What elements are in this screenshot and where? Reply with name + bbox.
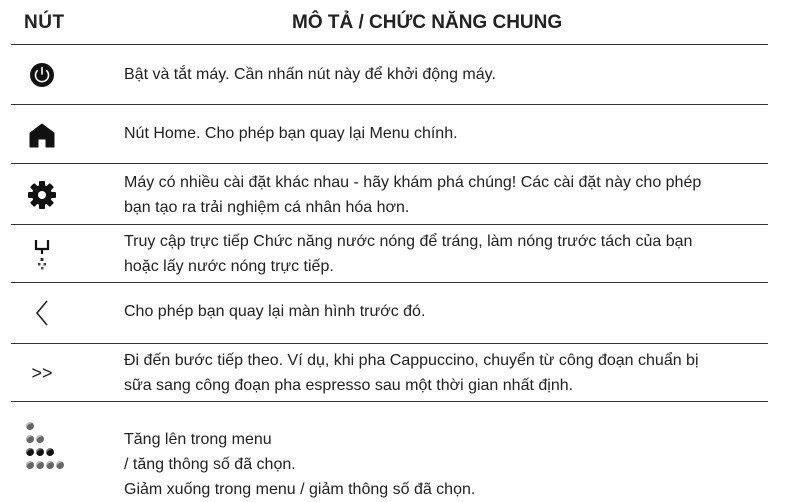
- row-description: Bật và tắt máy. Cần nhấn nút này để khởi động máy.: [124, 66, 496, 83]
- table-row: [0, 345, 800, 401]
- row-description: Truy cập trực tiếp Chức năng nước nóng để tráng, làm nóng trước tách của bạn hoặc lấy nước nóng trực tiếp.: [124, 233, 693, 275]
- header-button-column: NÚT: [24, 12, 65, 33]
- row-description: Đi đến bước tiếp theo. Ví dụ, khi pha Cappuccino, chuyển từ công đoạn chuẩn bị sữa sang công đoạn pha espresso sau một thời gian nhất định.: [124, 352, 699, 394]
- row-description: Nút Home. Cho phép bạn quay lại Menu chính.: [124, 125, 458, 142]
- power-icon: [22, 55, 62, 95]
- gear-icon: [22, 175, 62, 215]
- chevron-left-icon: [22, 293, 62, 333]
- double-chevron-right-icon: >>: [31, 362, 53, 383]
- divider: [11, 282, 768, 283]
- divider: [11, 163, 768, 164]
- table-row: [0, 165, 800, 223]
- row-description: Tăng lên trong menu / tăng thông số đã chọn. Giảm xuống trong menu / giảm thông số đã chọn.: [124, 431, 476, 498]
- home-icon: [22, 115, 62, 155]
- coffee-bean-strength-icon: [26, 419, 86, 491]
- table-row: [0, 284, 800, 342]
- table-row: [0, 403, 800, 500]
- divider: [11, 343, 768, 344]
- hot-water-icon: [22, 234, 62, 274]
- table-header: [0, 0, 800, 44]
- divider: [11, 104, 768, 105]
- divider: [11, 401, 768, 402]
- row-description: Cho phép bạn quay lại màn hình trước đó.: [124, 303, 426, 320]
- table-row: [0, 106, 800, 164]
- divider: [11, 224, 768, 225]
- divider: [11, 44, 768, 45]
- header-description-column: MÔ TẢ / CHỨC NĂNG CHUNG: [292, 12, 563, 33]
- table-row: [0, 46, 800, 104]
- table-row: [0, 226, 800, 282]
- row-description: Máy có nhiều cài đặt khác nhau - hãy khám phá chúng! Các cài đặt này cho phép bạn tạo ra trải nghiệm cá nhân hóa hơn.: [124, 174, 702, 216]
